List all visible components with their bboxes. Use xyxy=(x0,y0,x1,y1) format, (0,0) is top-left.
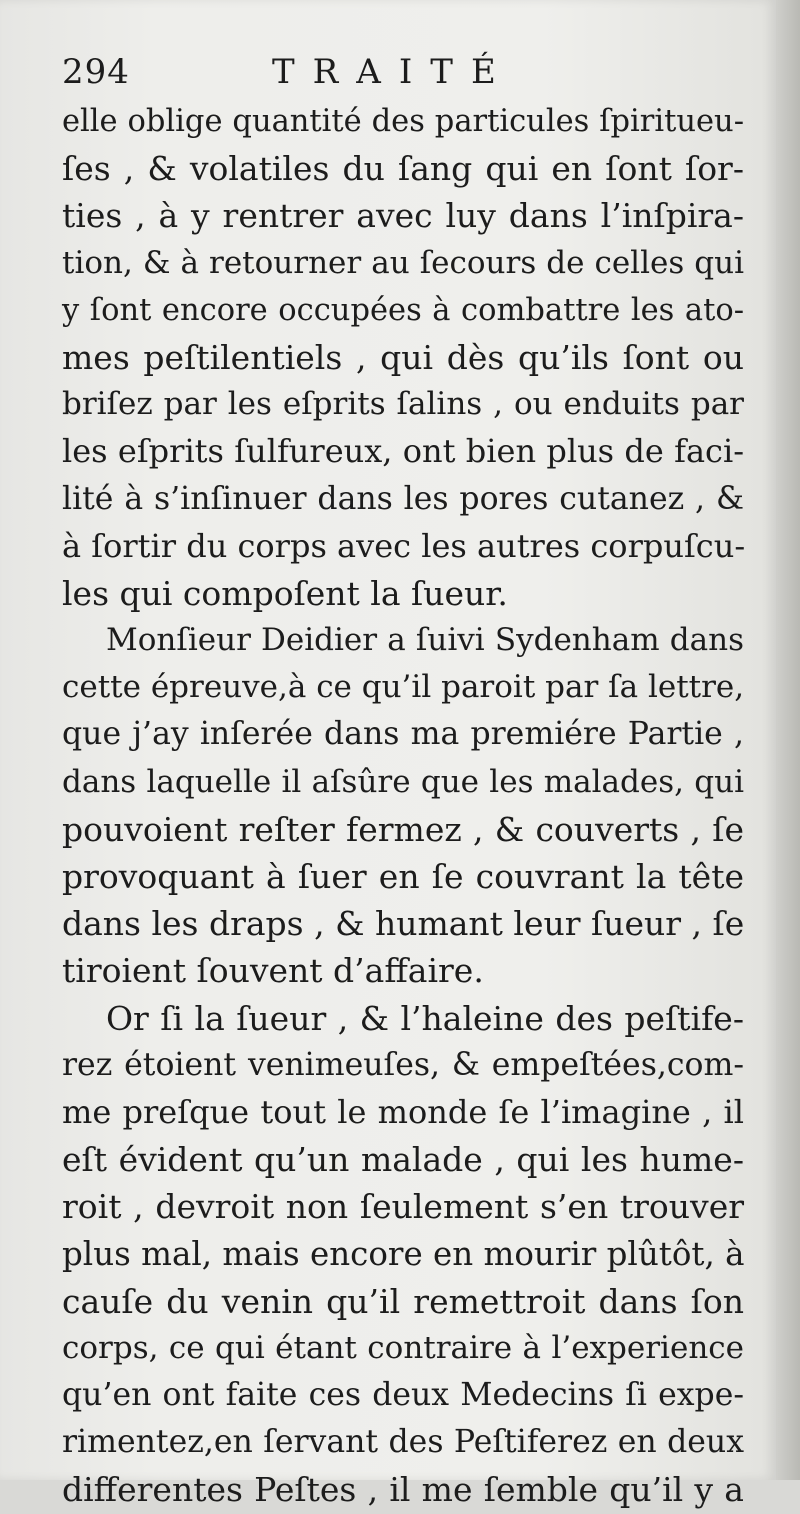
body-text xyxy=(62,98,744,1514)
text-line: lité à s’inſinuer dans les pores cutanez , & xyxy=(62,480,744,517)
text-line: rez étoient venimeuſes, & empeſtées,com- xyxy=(62,1046,744,1083)
text-line: pouvoient reſter fermez , & couverts , ſe xyxy=(62,809,744,849)
text-line: differentes Peſtes , il me ſemble qu’il y a xyxy=(62,1470,744,1510)
text-line: roit , devroit non ſeulement s’en trouver xyxy=(62,1187,744,1227)
text-line: ſes , & volatiles du ſang qui en ſont ſor- xyxy=(62,149,744,189)
text-line: à ſortir du corps avec les autres corpuſcu- xyxy=(62,526,746,565)
text-line: provoquant à ſuer en ſe couvrant la tête xyxy=(62,857,744,896)
text-line: me preſque tout le monde ſe l’imagine , il xyxy=(62,1092,744,1131)
text-line: mes peſtilentiels , qui dès qu’ils ſont ou xyxy=(62,337,744,377)
paragraph-start-line: Or ſi la ſueur , & l’haleine des peſtife- xyxy=(106,998,744,1038)
text-line: corps, ce qui étant contraire à l’experience xyxy=(62,1329,744,1366)
running-title: TRAITÉ xyxy=(272,52,514,92)
page-edge xyxy=(776,0,800,1480)
text-line: plus mal, mais encore en mourir plûtôt, à xyxy=(62,1234,745,1273)
text-line: ties , à y rentrer avec luy dans l’inſpira- xyxy=(62,196,744,236)
text-line: rimentez,en ſervant des Peſtiferez en deux xyxy=(62,1424,744,1461)
text-line: les eſprits ſulfureux, ont bien plus de faci- xyxy=(62,432,744,471)
page-header xyxy=(62,48,742,96)
text-line: tiroient ſouvent d’affaire. xyxy=(62,951,484,991)
text-line: cette épreuve,à ce qu’il paroit par ſa lettre, xyxy=(62,669,745,706)
text-line: y ſont encore occupées à combattre les ato- xyxy=(62,292,744,328)
text-line: qu’en ont faite ces deux Medecins ſi expe- xyxy=(62,1377,744,1414)
text-line: dans les draps , & humant leur ſueur , ſe xyxy=(62,904,745,944)
page-number: 294 xyxy=(62,52,130,92)
text-line: tion, & à retourner au ſecours de celles qui xyxy=(62,244,744,281)
text-line: elle oblige quantité des particules ſpiritueu- xyxy=(62,104,744,139)
text-line: que j’ay inſerée dans ma premiére Partie , xyxy=(62,716,744,753)
text-line: les qui compoſent la ſueur. xyxy=(62,573,508,613)
text-line: dans laquelle il aſsûre que les malades, qui xyxy=(62,763,744,800)
text-line: eſt évident qu’un malade , qui les hume- xyxy=(62,1140,744,1180)
text-line: cauſe du venin qu’il remettroit dans ſon xyxy=(62,1281,744,1321)
text-line: briſez par les eſprits ſalins , ou enduits par xyxy=(62,386,744,423)
paragraph-start-line: Monſieur Deidier a ſuivi Sydenham dans xyxy=(106,622,744,659)
